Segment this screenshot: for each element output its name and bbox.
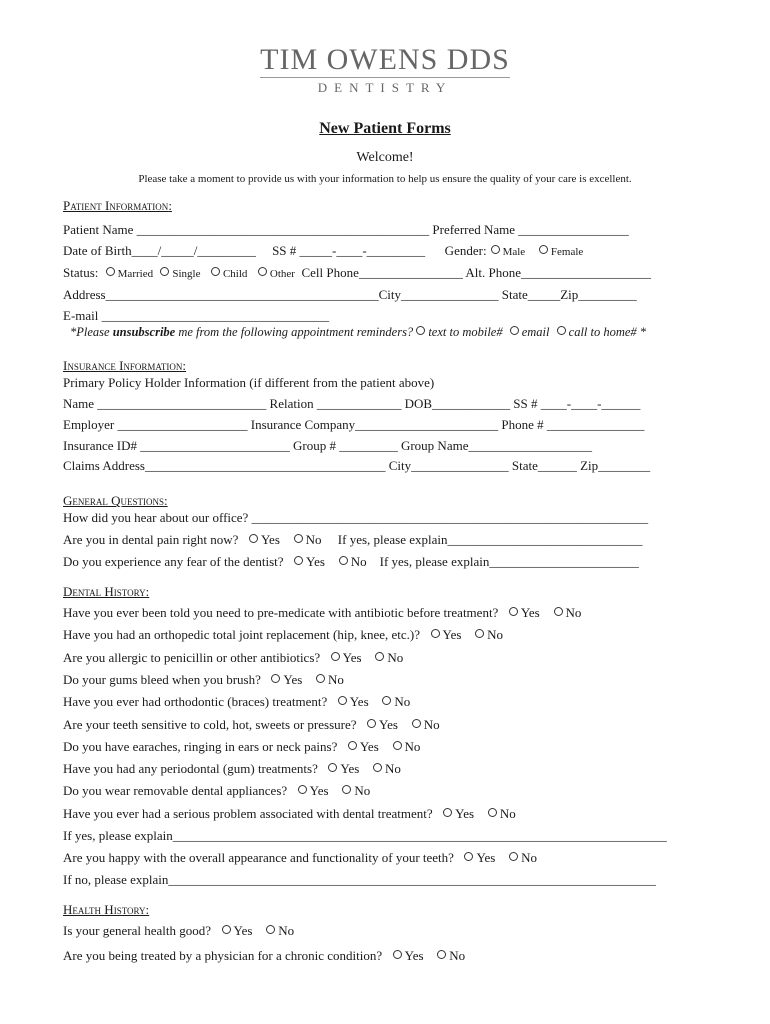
- no-option[interactable]: No: [484, 806, 516, 822]
- radio-icon[interactable]: [393, 741, 402, 750]
- email-field[interactable]: E-mail ___________________________________: [63, 308, 330, 323]
- radio-icon[interactable]: [443, 808, 452, 817]
- radio-icon[interactable]: [331, 652, 340, 661]
- question-text: Have you had any periodontal (gum) treatments?: [63, 761, 318, 776]
- explain-no-field[interactable]: If no, please explain___________________________________________________________________________: [63, 872, 656, 887]
- radio-icon[interactable]: [539, 245, 548, 254]
- radio-icon[interactable]: [298, 785, 307, 794]
- radio-icon[interactable]: [431, 629, 440, 638]
- radio-icon[interactable]: [510, 326, 519, 335]
- radio-icon[interactable]: [294, 556, 303, 565]
- radio-icon[interactable]: [339, 556, 348, 565]
- welcome-text: Welcome!: [356, 150, 414, 165]
- yes-option[interactable]: Yes: [334, 694, 369, 710]
- logo-main-text: TIM OWENS DDS: [260, 43, 510, 76]
- unsubscribe-row: *Please unsubscribe me from the following appointment reminders? text to mobile# email call to home# *: [70, 325, 647, 339]
- dental-question-row: [63, 694, 410, 710]
- yes-option[interactable]: Yes: [344, 739, 379, 755]
- explain-field[interactable]: If yes, please explain______________________________: [337, 532, 643, 547]
- radio-icon[interactable]: [249, 534, 258, 543]
- yes-option[interactable]: Yes: [363, 717, 398, 733]
- radio-icon[interactable]: [416, 326, 425, 335]
- status-other-option[interactable]: Other: [254, 265, 295, 281]
- radio-icon[interactable]: [475, 629, 484, 638]
- no-option[interactable]: No: [505, 850, 537, 866]
- no-option[interactable]: No: [550, 605, 582, 621]
- form-title: New Patient Forms: [319, 120, 451, 137]
- yes-option[interactable]: Yes: [294, 783, 329, 799]
- radio-icon[interactable]: [316, 674, 325, 683]
- general-questions-heading: General Questions:: [63, 493, 168, 508]
- dob-ss-field[interactable]: Date of Birth____/_____/_________ SS # _____-____-_________ Gender:: [63, 243, 487, 258]
- radio-icon[interactable]: [554, 607, 563, 616]
- question-text: Have you ever been told you need to pre-medicate with antibiotic before treatment?: [63, 605, 499, 620]
- no-option[interactable]: No: [471, 627, 503, 643]
- dental-question-row: [63, 850, 537, 866]
- employer-field[interactable]: Employer ____________________ Insurance Company______________________ Phone # _______________: [63, 417, 645, 432]
- question-text: Are you in dental pain right now?: [63, 532, 239, 547]
- health-question-row: [63, 923, 294, 939]
- dental-question-row: [63, 650, 403, 666]
- radio-icon[interactable]: [557, 326, 566, 335]
- status-label: Status:: [63, 265, 99, 280]
- no-option[interactable]: No: [290, 532, 322, 548]
- question-text: Do you wear removable dental appliances?: [63, 783, 288, 798]
- unsub-text-option[interactable]: text to mobile#: [416, 325, 505, 340]
- radio-icon[interactable]: [412, 719, 421, 728]
- no-option[interactable]: No: [312, 672, 344, 688]
- radio-icon[interactable]: [211, 267, 220, 276]
- radio-icon[interactable]: [437, 950, 446, 959]
- no-option[interactable]: No: [369, 761, 401, 777]
- address-field[interactable]: Address__________________________________________City_______________ State_____Zip_________: [63, 287, 637, 302]
- patient-info-heading: Patient Information:: [63, 198, 172, 213]
- radio-icon[interactable]: [271, 674, 280, 683]
- yes-option[interactable]: Yes: [389, 948, 424, 964]
- gender-female-option[interactable]: Female: [535, 243, 583, 259]
- radio-icon[interactable]: [375, 652, 384, 661]
- question-text: Have you ever had a serious problem associated with dental treatment?: [63, 806, 433, 821]
- health-question-row: [63, 948, 465, 964]
- status-child-option[interactable]: Child: [207, 265, 247, 281]
- gender-male-option[interactable]: Male: [487, 243, 526, 259]
- radio-icon[interactable]: [348, 741, 357, 750]
- insurance-heading: Insurance Information:: [63, 358, 187, 373]
- radio-icon[interactable]: [491, 245, 500, 254]
- radio-icon[interactable]: [328, 763, 337, 772]
- yes-option[interactable]: Yes: [505, 605, 540, 621]
- radio-icon[interactable]: [509, 852, 518, 861]
- patient-name-field[interactable]: Patient Name _____________________________________________ Preferred Name _________________: [63, 222, 629, 237]
- no-option[interactable]: No: [433, 948, 465, 964]
- dental-history-heading: Dental History:: [63, 584, 150, 599]
- no-option[interactable]: No: [262, 923, 294, 939]
- dental-question-row: [63, 761, 401, 777]
- referral-question[interactable]: How did you hear about our office? _____________________________________________________________: [63, 510, 649, 525]
- unsub-email-option[interactable]: email: [506, 325, 553, 340]
- radio-icon[interactable]: [160, 267, 169, 276]
- radio-icon[interactable]: [367, 719, 376, 728]
- radio-icon[interactable]: [373, 763, 382, 772]
- status-married-option[interactable]: Married: [102, 265, 153, 281]
- dental-question-row: [63, 627, 503, 643]
- yes-option[interactable]: Yes: [439, 806, 474, 822]
- primary-holder-text: Primary Policy Holder Information (if different from the patient above): [63, 375, 435, 390]
- question-text: Do your gums bleed when you brush?: [63, 672, 261, 687]
- status-phone-row: [63, 265, 651, 281]
- yes-option[interactable]: Yes: [290, 554, 325, 570]
- radio-icon[interactable]: [106, 267, 115, 276]
- unsub-call-option[interactable]: call to home# *: [553, 325, 646, 340]
- intro-text: Please take a moment to provide us with your information to help us ensure the quality of your care is excellent.: [138, 173, 632, 185]
- radio-icon[interactable]: [258, 267, 267, 276]
- dental-question-row: [63, 806, 516, 822]
- dental-question-row: [63, 672, 344, 688]
- no-option[interactable]: No: [408, 717, 440, 733]
- question-text: Have you ever had orthodontic (braces) treatment?: [63, 694, 328, 709]
- yes-option[interactable]: Yes: [460, 850, 495, 866]
- status-single-option[interactable]: Single: [156, 265, 200, 281]
- question-text: Are you allergic to penicillin or other antibiotics?: [63, 650, 321, 665]
- health-history-heading: Health History:: [63, 902, 150, 917]
- yes-option[interactable]: Yes: [267, 672, 302, 688]
- no-option[interactable]: No: [371, 650, 403, 666]
- explain-yes-field[interactable]: If yes, please explain____________________________________________________________________________: [63, 828, 667, 843]
- question-text: Are you happy with the overall appearance and functionality of your teeth?: [63, 850, 454, 865]
- logo-sub-text: DENTISTRY: [317, 80, 453, 95]
- practice-logo: [0, 44, 770, 96]
- radio-icon[interactable]: [509, 607, 518, 616]
- question-text: Is your general health good?: [63, 923, 212, 938]
- no-option[interactable]: No: [378, 694, 410, 710]
- radio-icon[interactable]: [393, 950, 402, 959]
- radio-icon[interactable]: [294, 534, 303, 543]
- radio-icon[interactable]: [382, 696, 391, 705]
- radio-icon[interactable]: [464, 852, 473, 861]
- insurance-id-field[interactable]: Insurance ID# _______________________ Group # _________ Group Name___________________: [63, 438, 592, 453]
- dob-ss-gender-row: [63, 243, 583, 259]
- question-text: Are your teeth sensitive to cold, hot, sweets or pressure?: [63, 717, 357, 732]
- dental-pain-row: [63, 532, 643, 548]
- phone-fields[interactable]: Cell Phone________________ Alt. Phone____________________: [301, 265, 652, 280]
- explain-field[interactable]: If yes, please explain_______________________: [379, 554, 639, 569]
- yes-option[interactable]: Yes: [327, 650, 362, 666]
- dental-question-row: [63, 739, 420, 755]
- radio-icon[interactable]: [338, 696, 347, 705]
- no-option[interactable]: No: [338, 783, 370, 799]
- radio-icon[interactable]: [488, 808, 497, 817]
- yes-option[interactable]: Yes: [324, 761, 359, 777]
- no-option[interactable]: No: [389, 739, 421, 755]
- insurance-name-field[interactable]: Name __________________________ Relation _____________ DOB____________ SS # ____-____-______: [63, 396, 641, 411]
- logo-divider: [260, 77, 510, 78]
- question-text: Are you being treated by a physician for a chronic condition?: [63, 948, 383, 963]
- question-text: Do you experience any fear of the dentist?: [63, 554, 284, 569]
- yes-option[interactable]: Yes: [245, 532, 280, 548]
- radio-icon[interactable]: [266, 925, 275, 934]
- question-text: Do you have earaches, ringing in ears or neck pains?: [63, 739, 338, 754]
- radio-icon[interactable]: [342, 785, 351, 794]
- radio-icon[interactable]: [222, 925, 231, 934]
- dental-question-row: [63, 717, 440, 733]
- question-text: Have you had an orthopedic total joint replacement (hip, knee, etc.)?: [63, 627, 420, 642]
- dentist-fear-row: [63, 554, 639, 570]
- yes-option[interactable]: Yes: [218, 923, 253, 939]
- claims-address-field[interactable]: Claims Address_____________________________________ City_______________ State______ Zip________: [63, 458, 651, 473]
- yes-option[interactable]: Yes: [427, 627, 462, 643]
- dental-question-row: [63, 783, 370, 799]
- no-option[interactable]: No: [335, 554, 367, 570]
- dental-question-row: [63, 605, 581, 621]
